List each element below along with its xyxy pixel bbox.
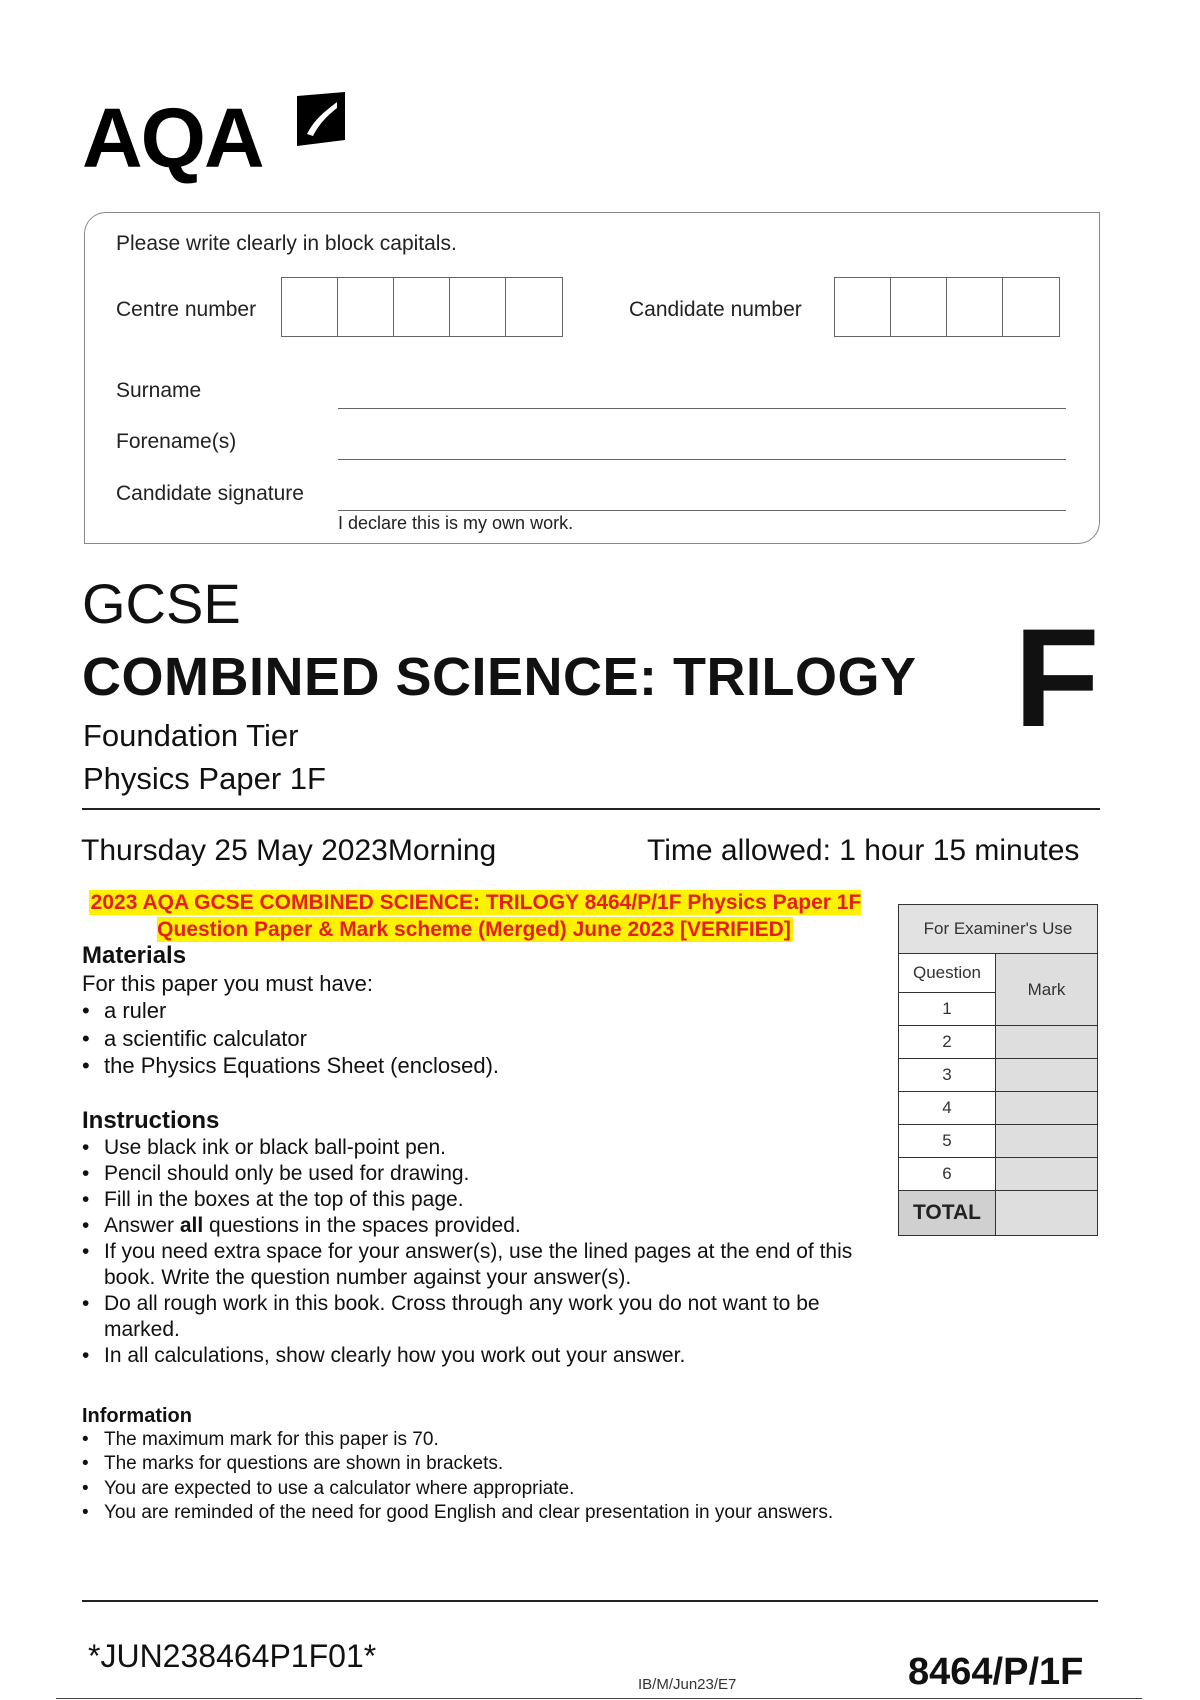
aqa-logo [82, 88, 352, 184]
examiner-use-table [898, 904, 1098, 1236]
forename-label: Forename(s) [116, 430, 237, 453]
surname-line[interactable] [338, 408, 1066, 409]
signature-line[interactable] [338, 510, 1066, 511]
list-item: • Pencil should only be used for drawing. [104, 1161, 872, 1187]
exam-date: Thursday 25 May 2023Morning [81, 834, 497, 867]
list-item: • The marks for questions are shown in brackets. [104, 1452, 942, 1476]
list-item: • Do all rough work in this book. Cross through any work you do not want to be marked. [104, 1291, 872, 1343]
list-item: • Use black ink or black ball-point pen. [104, 1135, 872, 1161]
centre-number-label: Centre number [116, 298, 257, 321]
instructions-section [82, 1107, 872, 1369]
instructions-heading: Instructions [82, 1107, 220, 1134]
list-item: • Answer all questions in the spaces provided. [104, 1213, 872, 1239]
information-heading: Information [82, 1405, 192, 1427]
block-capitals-instruction: Please write clearly in block capitals. [116, 232, 457, 255]
tier-letter: F [1014, 599, 1100, 756]
centre-number-digit-box[interactable] [394, 278, 450, 336]
question-column-header: Question [899, 954, 996, 993]
banner-text: 2023 AQA GCSE COMBINED SCIENCE: TRILOGY 8464/P/1F Physics Paper 1F Question Paper & Mark scheme (Merged) June 2023 [VERIFIED] [90, 891, 862, 941]
total-mark-cell[interactable] [996, 1191, 1098, 1236]
highlighted-banner [80, 889, 870, 943]
candidate-number-digit-box[interactable] [835, 278, 891, 336]
list-item: • Fill in the boxes at the top of this page. [104, 1187, 872, 1213]
list-item: • If you need extra space for your answer(s), use the lined pages at the end of this book. Write the question number against your answer(s). [104, 1239, 872, 1291]
total-label: TOTAL [899, 1191, 996, 1236]
list-item: • You are reminded of the need for good English and clear presentation in your answers. [104, 1501, 942, 1525]
question-number-cell: 6 [899, 1158, 996, 1191]
footer-divider [82, 1600, 1098, 1602]
paper-code: 8464/P/1F [908, 1651, 1084, 1693]
candidate-number-digit-box[interactable] [891, 278, 947, 336]
reference-code: IB/M/Jun23/E7 [638, 1676, 737, 1693]
centre-number-digit-box[interactable] [338, 278, 394, 336]
page-bottom-rule [56, 1698, 1142, 1699]
mark-cell[interactable] [996, 1158, 1098, 1191]
list-item: • a ruler [104, 997, 842, 1025]
question-number-cell: 2 [899, 1026, 996, 1059]
candidate-number-digit-box[interactable] [1003, 278, 1059, 336]
signature-label: Candidate signature [116, 482, 304, 505]
mark-cell[interactable] [996, 1092, 1098, 1125]
information-section [82, 1404, 942, 1525]
list-item: • You are expected to use a calculator where appropriate. [104, 1477, 942, 1501]
centre-number-digit-box[interactable] [450, 278, 506, 336]
tier-label: Foundation Tier [83, 718, 299, 753]
qualification-level: GCSE [82, 572, 241, 635]
question-number-cell: 4 [899, 1092, 996, 1125]
question-number-cell: 5 [899, 1125, 996, 1158]
subject-title: COMBINED SCIENCE: TRILOGY [82, 647, 917, 707]
barcode-text: *JUN238464P1F01* [88, 1638, 377, 1674]
materials-heading: Materials [82, 942, 187, 969]
aqa-mark-icon [287, 88, 353, 152]
question-number-cell: 1 [899, 993, 996, 1026]
list-item: • In all calculations, show clearly how you work out your answer. [104, 1343, 872, 1369]
centre-number-digit-box[interactable] [506, 278, 562, 336]
candidate-number-boxes[interactable] [834, 277, 1060, 337]
mark-cell[interactable] [996, 1026, 1098, 1059]
centre-number-digit-box[interactable] [282, 278, 338, 336]
candidate-number-digit-box[interactable] [947, 278, 1003, 336]
forename-line[interactable] [338, 459, 1066, 460]
materials-section [82, 942, 842, 1080]
examiner-table-heading: For Examiner's Use [899, 905, 1098, 954]
list-item: • the Physics Equations Sheet (enclosed). [104, 1052, 842, 1080]
logo-text: AQA [82, 91, 263, 185]
list-item: • a scientific calculator [104, 1025, 842, 1053]
mark-cell[interactable] [996, 1059, 1098, 1092]
declaration-text: I declare this is my own work. [338, 513, 574, 533]
paper-label: Physics Paper 1F [83, 761, 326, 796]
title-divider [82, 808, 1100, 810]
question-number-cell: 3 [899, 1059, 996, 1092]
materials-intro: For this paper you must have: [82, 970, 374, 996]
list-item: • The maximum mark for this paper is 70. [104, 1428, 942, 1452]
candidate-number-label: Candidate number [629, 298, 802, 321]
mark-cell[interactable] [996, 1125, 1098, 1158]
mark-column-header: Mark [996, 954, 1098, 1026]
centre-number-boxes[interactable] [281, 277, 563, 337]
surname-label: Surname [116, 379, 202, 402]
time-allowed: Time allowed: 1 hour 15 minutes [647, 834, 1080, 867]
